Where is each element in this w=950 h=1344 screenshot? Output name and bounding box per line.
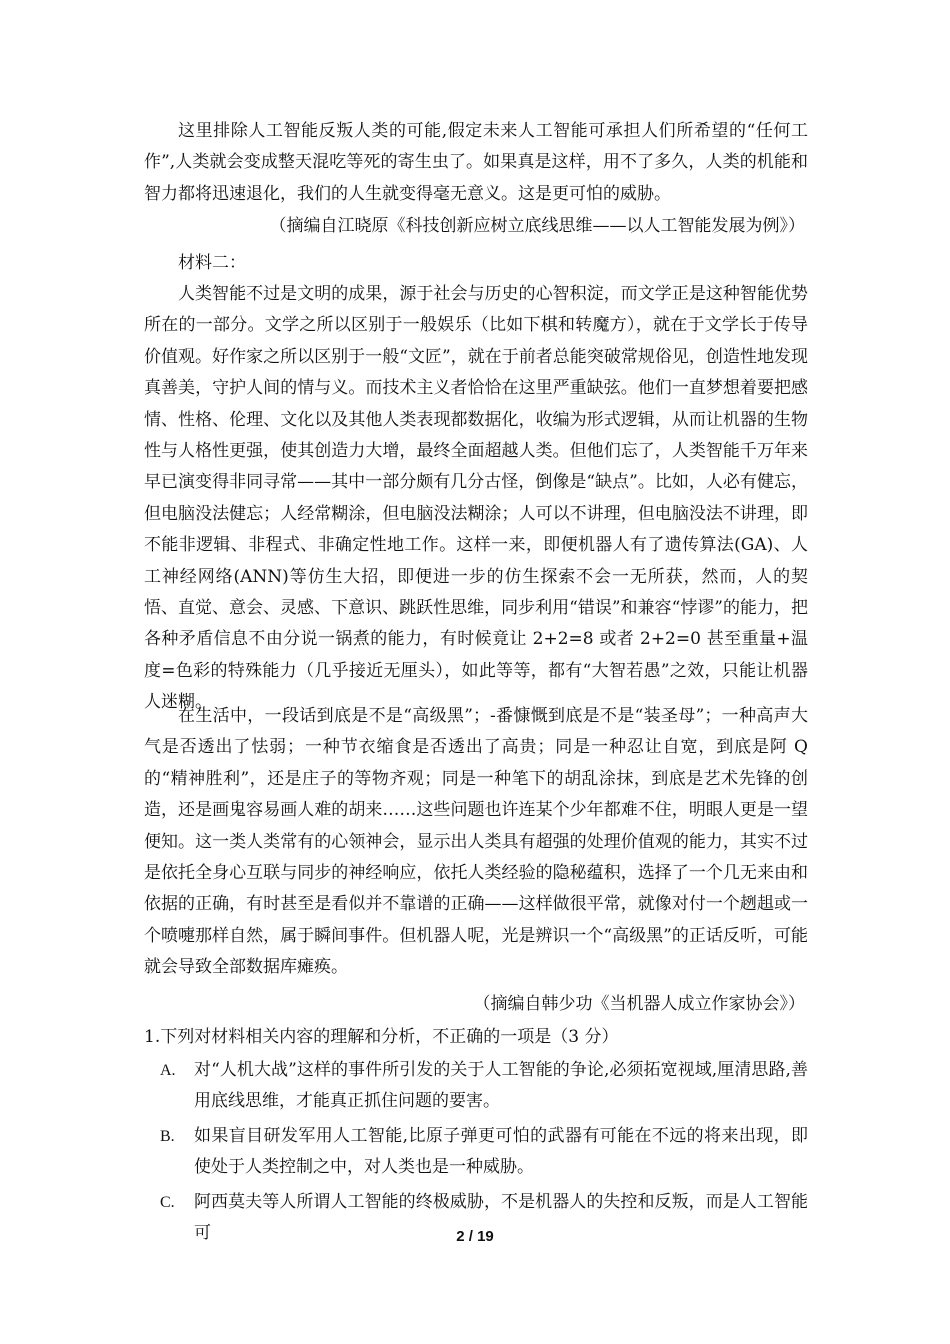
option-text: 如果盲目研发军用人工智能,比原子弹更可怕的武器有可能在不远的将来出现，即使处于人类控制之中，对人类也是一种威胁。 [194, 1126, 808, 1177]
option-b [160, 1121, 808, 1185]
option-letter: C. [160, 1194, 175, 1211]
source-citation-2: （摘编自韩少功《当机器人成立作家协会》） [473, 994, 805, 1014]
option-letter: A. [160, 1062, 176, 1079]
question-stem: 1.下列对材料相关内容的理解和分析，不正确的一项是（3 分） [144, 1027, 619, 1047]
source-citation-1: （摘编自江晓原《科技创新应树立底线思维——以人工智能发展为例》） [269, 216, 805, 236]
option-letter: B. [160, 1128, 175, 1145]
option-text: 阿西莫夫等人所谓人工智能的终极威胁，不是机器人的失控和反叛，而是人工智能可 [194, 1192, 808, 1243]
passage-paragraph-2: 人类智能不过是文明的成果，源于社会与历史的心智积淀，而文学正是这种智能优势所在的一部分。文学之所以区别于一般娱乐（比如下棋和转魔方），就在于文学长于传导价值观。好作家之所以区别于一般“文匠”，就在于前者总能突破常规俗见，创造性地发现真善美，守护人间的情与义。而技术主义者恰恰在这里严重缺弦。他们一直梦想着要把感情、性格、伦理、文化以及其他人类表现都数据化，收编为形式逻辑，从而让机器的生物性与人格性更强，使其创造力大增，最终全面超越人类。但他们忘了，人类智能千万年来早已演变得非同寻常——其中一部分颇有几分古怪，倒像是“缺点”。比如，人必有健忘，但电脑没法健忘；人经常糊涂，但电脑没法糊涂；人可以不讲理，但电脑没法不讲理，即不能非逻辑、非程式、非确定性地工作。这样一来，即便机器人有了遗传算法(GA)、人工神经网络(ANN)等仿生大招，即便进一步的仿生探索不会一无所获，然而，人的契悟、直觉、意会、灵感、下意识、跳跃性思维，同步利用“错误”和兼容“悖谬”的能力，把各种矛盾信息不由分说一锅煮的能力，有时候竟让 2+2=8 或者 2+2=0 甚至重量+温度=色彩的特殊能力（几乎接近无厘头），如此等等，都有“大智若愚”之效，只能让机器人迷糊。 [144, 284, 808, 713]
page-number: 2 / 19 [456, 1228, 494, 1245]
option-a [160, 1055, 808, 1119]
option-text: 对“人机大战”这样的事件所引发的关于人工智能的争论,必须拓宽视域,厘清思路,善用底线思维，才能真正抓住问题的要害。 [194, 1060, 808, 1111]
material-2-label: 材料二： [178, 253, 246, 273]
passage-paragraph-1: 这里排除人工智能反叛人类的可能,假定未来人工智能可承担人们所希望的“任何工作”,人类就会变成整天混吃等死的寄生虫了。如果真是这样，用不了多久，人类的机能和智力都将迅速退化，我们的人生就变得毫无意义。这是更可怕的威胁。 [144, 121, 808, 204]
passage-paragraph-3: 在生活中，一段话到底是不是“高级黑”；-番慷慨到底是不是“装圣母”；一种高声大气是否透出了怯弱；一种节衣缩食是否透出了高贵；同是一种忍让自宽，到底是阿 Q 的“精神胜利”，还是庄子的等物齐观；同是一种笔下的胡乱涂抹，到底是艺术先锋的创造，还是画鬼容易画人难的胡来……这些问题也许连某个少年都难不住，明眼人更是一望便知。这一类人类常有的心领神会，显示出人类具有超强的处理价值观的能力，其实不过是依托全身心互联与同步的神经响应，依托人类经验的隐秘蕴积，选择了一个几无来由和依据的正确，有时甚至是看似并不靠谱的正确——这样做很平常，就像对付一个趔趄或一个喷嚏那样自然，属于瞬间事件。但机器人呢，光是辨识一个“高级黑”的正话反听，可能就会导致全部数据库瘫痪。 [144, 706, 808, 978]
